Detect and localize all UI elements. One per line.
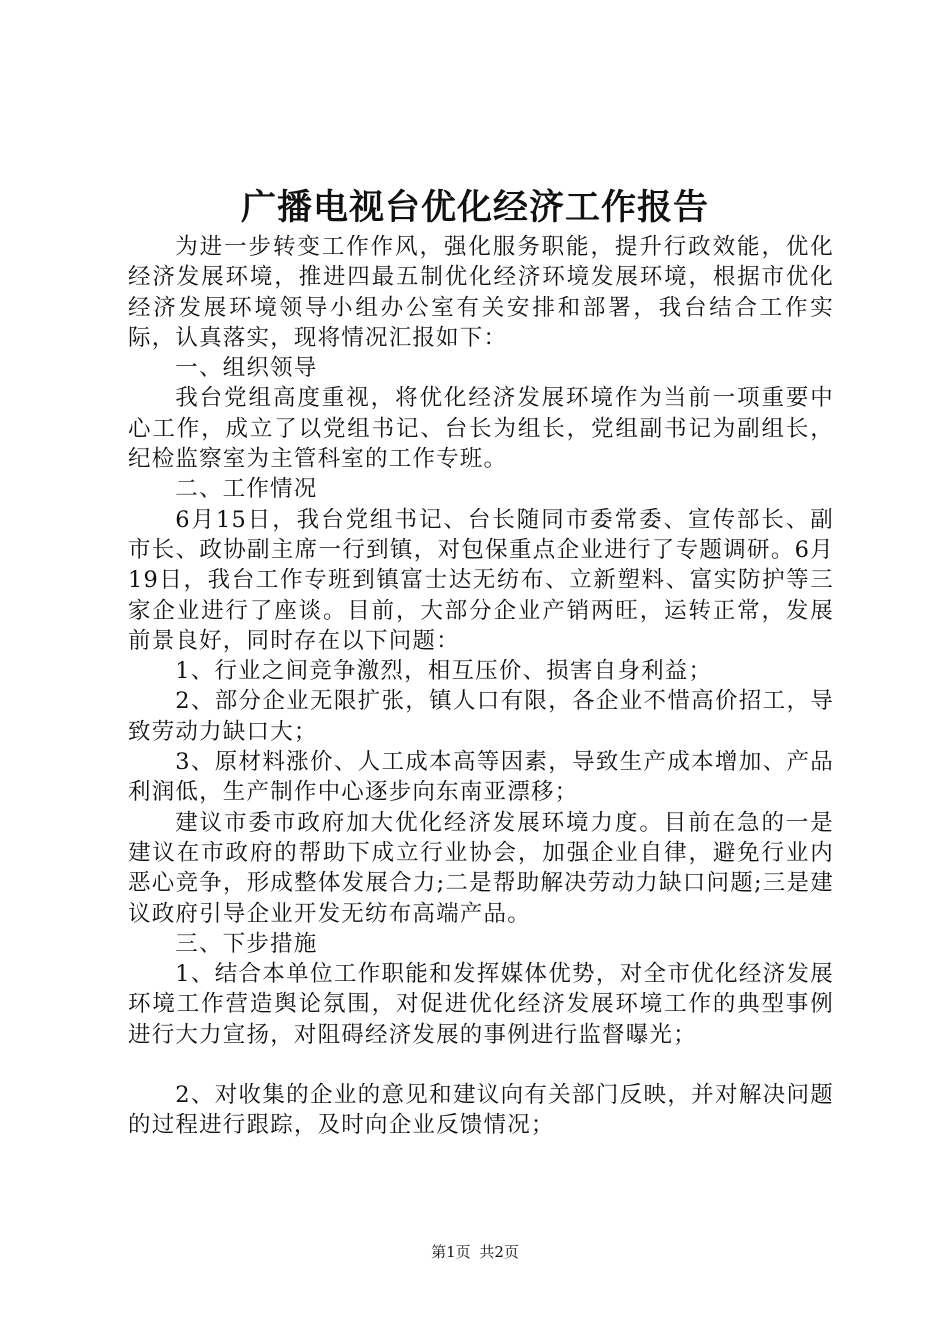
problem-item-1: 1、行业之间竞争激烈，相互压价、损害自身利益； (175, 658, 713, 685)
problem-item-2: 2、部分企业无限扩张，镇人口有限，各企业不惜高价招工，导致劳动力缺口大； (128, 688, 834, 745)
document-title: 广播电视台优化经济工作报告 (240, 187, 709, 228)
next-step-item-1: 1、结合本单位工作职能和发挥媒体优势，对全市优化经济发展环境工作营造舆论氛围，对促进优化经济发展环境工作的典型事例进行大力宣扬，对阻碍经济发展的事例进行监督曝光； (128, 961, 834, 1048)
page-number: 第1页 (431, 1243, 471, 1261)
page-footer (0, 1242, 950, 1262)
section-heading-work-status: 二、工作情况 (175, 476, 318, 503)
paragraph-intro: 为进一步转变工作作风，强化服务职能，提升行政效能，优化经济发展环境，推进四最五制优化经济环境发展环境，根据市优化经济发展环境领导小组办公室有关安排和部署，我台结合工作实际，认真落实，现将情况汇报如下： (128, 234, 834, 351)
next-step-item-2: 2、对收集的企业的意见和建议向有关部门反映，并对解决问题的过程进行跟踪，及时向企业反馈情况； (128, 1082, 834, 1139)
section-heading-next-steps: 三、下步措施 (175, 930, 318, 957)
section-heading-organization: 一、组织领导 (175, 355, 318, 382)
page-total: 共2页 (479, 1243, 519, 1261)
document-body (128, 232, 834, 1141)
paragraph-suggestion: 建议市委市政府加大优化经济发展环境力度。目前在急的一是建议在市政府的帮助下成立行业协会，加强企业自律，避免行业内恶心竞争，形成整体发展合力;二是帮助解决劳动力缺口问题;三是建议政府引导企业开发无纺布高端产品。 (128, 809, 834, 927)
paragraph-organization: 我台党组高度重视，将优化经济发展环境作为当前一项重要中心工作，成立了以党组书记、台长为组长，党组副书记为副组长，纪检监察室为主管科室的工作专班。 (128, 385, 834, 473)
problem-item-3: 3、原材料涨价、人工成本高等因素，导致生产成本增加、产品利润低，生产制作中心逐步向东南亚漂移； (128, 749, 834, 806)
paragraph-work-status: 6月15日，我台党组书记、台长随同市委常委、宣传部长、副市长、政协副主席一行到镇，对包保重点企业进行了专题调研。6月19日，我台工作专班到镇富士达无纺布、立新塑料、富实防护等三家企业进行了座谈。目前，大部分企业产销两旺，运转正常，发展前景良好，同时存在以下问题： (128, 506, 834, 654)
